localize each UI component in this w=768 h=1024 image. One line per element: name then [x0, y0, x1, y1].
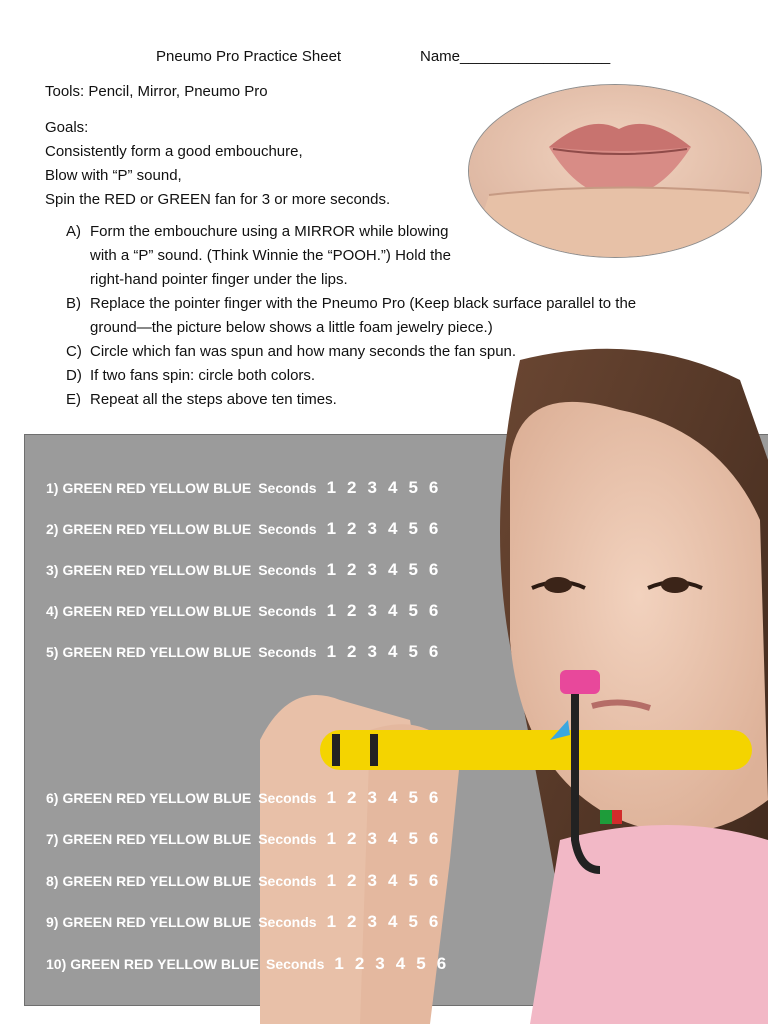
row-number: 3)	[46, 562, 59, 578]
fan-colors[interactable]: GREEN RED YELLOW BLUE	[62, 790, 252, 806]
seconds-options[interactable]	[327, 601, 450, 621]
second-option[interactable]: 6	[428, 871, 439, 890]
second-option[interactable]: 2	[347, 478, 357, 497]
second-option[interactable]: 1	[326, 871, 337, 890]
goals-block	[45, 116, 390, 212]
second-option[interactable]: 5	[408, 871, 418, 890]
step-item: E) Repeat all the steps above ten times.	[66, 391, 337, 408]
second-option[interactable]: 6	[428, 560, 439, 579]
second-option[interactable]: 5	[408, 519, 418, 538]
seconds-options[interactable]	[327, 642, 450, 662]
second-option[interactable]: 4	[387, 560, 398, 579]
fan-colors[interactable]: GREEN RED YELLOW BLUE	[62, 873, 252, 889]
fan-colors[interactable]: GREEN RED YELLOW BLUE	[62, 521, 252, 537]
second-option[interactable]: 4	[387, 788, 398, 807]
practice-row	[46, 788, 449, 808]
row-number: 10)	[46, 956, 67, 972]
row-number: 5)	[46, 644, 59, 660]
row-number: 6)	[46, 790, 59, 806]
step-item: C) Circle which fan was spun and how many seconds the fan spun.	[66, 343, 517, 360]
second-option[interactable]: 4	[387, 642, 398, 661]
second-option[interactable]: 1	[326, 478, 337, 497]
second-option[interactable]: 4	[387, 601, 398, 620]
second-option[interactable]: 2	[347, 519, 357, 538]
second-option[interactable]: 3	[367, 560, 377, 579]
second-option[interactable]: 6	[428, 478, 439, 497]
second-option[interactable]: 4	[387, 829, 398, 848]
second-option[interactable]: 3	[367, 788, 377, 807]
second-option[interactable]: 5	[416, 954, 426, 973]
fan-colors[interactable]: GREEN RED YELLOW BLUE	[62, 831, 252, 847]
goals-heading: Goals:	[45, 119, 89, 136]
second-option[interactable]: 5	[408, 788, 418, 807]
seconds-options[interactable]	[334, 954, 457, 974]
seconds-options[interactable]	[327, 560, 450, 580]
second-option[interactable]: 2	[347, 871, 357, 890]
seconds-label: Seconds	[258, 790, 317, 806]
second-option[interactable]: 3	[375, 954, 385, 973]
fan-colors[interactable]: GREEN RED YELLOW BLUE	[62, 644, 252, 660]
second-option[interactable]: 2	[354, 954, 365, 973]
fan-colors[interactable]: GREEN RED YELLOW BLUE	[70, 956, 259, 972]
second-option[interactable]: 1	[334, 954, 344, 973]
second-option[interactable]: 1	[326, 912, 337, 931]
second-option[interactable]: 2	[347, 601, 357, 620]
second-option[interactable]: 4	[387, 871, 398, 890]
second-option[interactable]: 1	[326, 519, 337, 538]
row-number: 9)	[46, 914, 59, 930]
practice-row	[46, 478, 449, 498]
second-option[interactable]: 5	[408, 560, 418, 579]
second-option[interactable]: 3	[367, 871, 377, 890]
second-option[interactable]: 2	[347, 560, 357, 579]
second-option[interactable]: 4	[387, 519, 398, 538]
practice-row	[46, 871, 449, 891]
step-item: A) Form the embouchure using a MIRROR while blowing with a “P” sound. (Think Winnie the “POOH.”) Hold the right-hand pointer finger under the lips.	[66, 223, 451, 288]
second-option[interactable]: 6	[428, 912, 439, 931]
row-number: 1)	[46, 480, 59, 496]
seconds-options[interactable]	[327, 788, 450, 808]
practice-row	[46, 829, 449, 849]
second-option[interactable]: 1	[326, 642, 337, 661]
second-option[interactable]: 4	[395, 954, 406, 973]
seconds-label: Seconds	[258, 480, 317, 496]
seconds-options[interactable]	[327, 871, 450, 891]
second-option[interactable]: 6	[428, 788, 439, 807]
step-item: B) Replace the pointer finger with the Pneumo Pro (Keep black surface parallel to the ground—the picture below shows a little foam jewelry piece.)	[66, 295, 637, 336]
goal-line: Consistently form a good embouchure,	[45, 143, 303, 160]
seconds-label: Seconds	[258, 562, 317, 578]
second-option[interactable]: 5	[408, 478, 418, 497]
row-number: 2)	[46, 521, 59, 537]
goal-line: Spin the RED or GREEN fan for 3 or more seconds.	[45, 191, 391, 208]
goal-line: Blow with “P” sound,	[45, 167, 182, 184]
seconds-label: Seconds	[258, 873, 317, 889]
seconds-options[interactable]	[327, 478, 450, 498]
second-option[interactable]: 5	[408, 601, 418, 620]
second-option[interactable]: 3	[367, 912, 377, 931]
second-option[interactable]: 3	[367, 601, 377, 620]
seconds-options[interactable]	[327, 829, 450, 849]
fan-colors[interactable]: GREEN RED YELLOW BLUE	[62, 603, 252, 619]
second-option[interactable]: 1	[326, 560, 337, 579]
row-number: 8)	[46, 873, 59, 889]
second-option[interactable]: 2	[347, 642, 357, 661]
practice-row	[46, 912, 449, 932]
seconds-label: Seconds	[258, 644, 317, 660]
fan-colors[interactable]: GREEN RED YELLOW BLUE	[62, 480, 252, 496]
second-option[interactable]: 5	[408, 912, 418, 931]
second-option[interactable]: 3	[367, 519, 377, 538]
second-option[interactable]: 6	[428, 519, 439, 538]
seconds-label: Seconds	[258, 603, 317, 619]
row-number: 7)	[46, 831, 59, 847]
second-option[interactable]: 2	[347, 829, 357, 848]
seconds-options[interactable]	[327, 519, 450, 539]
seconds-label: Seconds	[258, 521, 317, 537]
second-option[interactable]: 6	[428, 601, 439, 620]
step-item: D) If two fans spin: circle both colors.	[66, 367, 316, 384]
seconds-label: Seconds	[258, 831, 317, 847]
row-number: 4)	[46, 603, 59, 619]
second-option[interactable]: 3	[367, 478, 377, 497]
second-option[interactable]: 5	[408, 642, 418, 661]
second-option[interactable]: 4	[387, 912, 398, 931]
fan-colors[interactable]: GREEN RED YELLOW BLUE	[62, 914, 252, 930]
practice-row	[46, 642, 449, 662]
practice-row	[46, 519, 449, 539]
second-option[interactable]: 2	[347, 788, 357, 807]
seconds-options[interactable]	[327, 912, 450, 932]
header-title: Pneumo Pro Practice Sheet	[156, 48, 342, 65]
second-option[interactable]: 4	[387, 478, 398, 497]
seconds-label: Seconds	[258, 914, 317, 930]
practice-row	[46, 560, 449, 580]
practice-row	[46, 601, 449, 621]
second-option[interactable]: 3	[367, 829, 377, 848]
second-option[interactable]: 5	[408, 829, 418, 848]
second-option[interactable]: 3	[367, 642, 377, 661]
name-field[interactable]: Name__________________	[420, 48, 611, 65]
second-option[interactable]: 1	[326, 601, 337, 620]
second-option[interactable]: 1	[326, 788, 337, 807]
practice-row	[46, 954, 457, 974]
fan-colors[interactable]: GREEN RED YELLOW BLUE	[62, 562, 252, 578]
second-option[interactable]: 6	[436, 954, 447, 973]
second-option[interactable]: 1	[326, 829, 337, 848]
tools-line: Tools: Pencil, Mirror, Pneumo Pro	[45, 83, 268, 100]
second-option[interactable]: 6	[428, 642, 439, 661]
second-option[interactable]: 6	[428, 829, 439, 848]
second-option[interactable]: 2	[347, 912, 357, 931]
seconds-label: Seconds	[266, 956, 325, 972]
